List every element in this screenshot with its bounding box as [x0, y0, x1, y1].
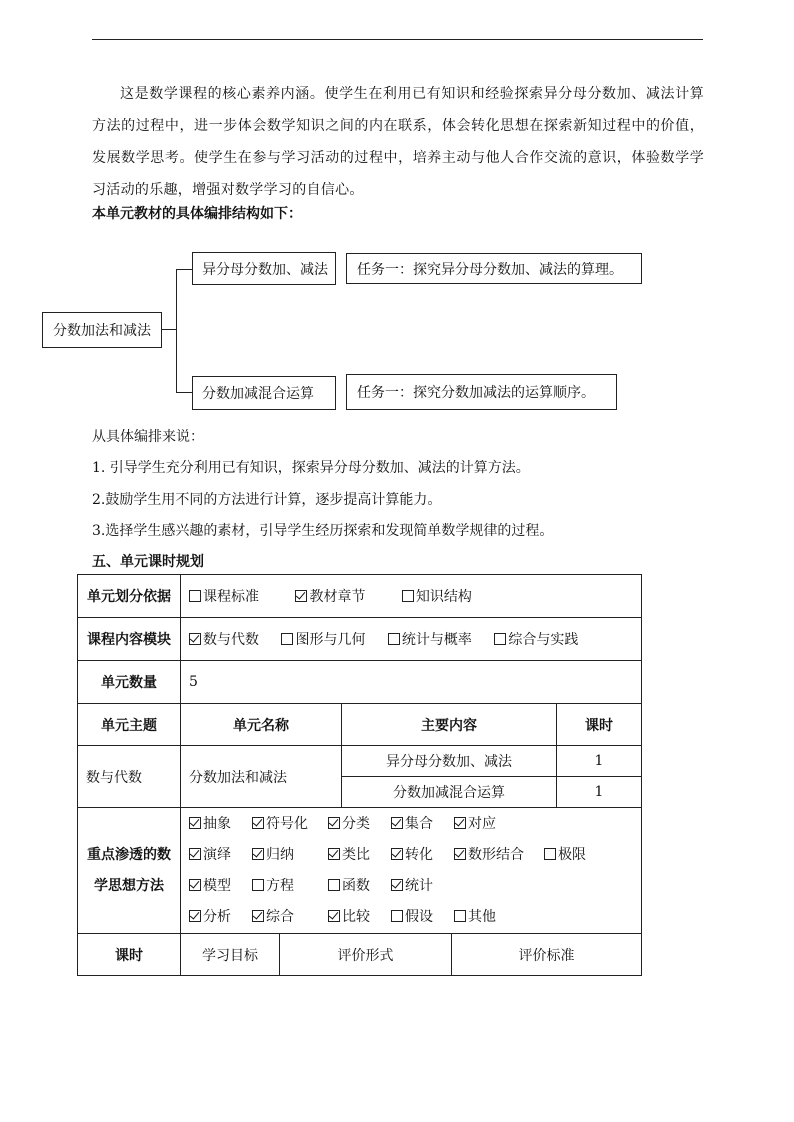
option-label: 综合	[266, 908, 294, 925]
option-label: 极限	[558, 846, 586, 863]
table-row	[78, 808, 642, 934]
hours-cell: 1	[557, 746, 642, 777]
option-label: 统计与概率	[401, 632, 472, 648]
checkbox-option[interactable]	[189, 840, 252, 871]
content-cell: 分数加减混合运算	[342, 777, 557, 808]
header-content: 主要内容	[342, 704, 557, 746]
checkbox-option[interactable]	[252, 871, 328, 902]
checkbox-checked-icon	[189, 879, 201, 891]
structure-heading: 本单元教材的具体编排结构如下：	[92, 206, 302, 222]
checkbox-icon	[402, 590, 414, 602]
option-label: 模型	[203, 877, 231, 894]
checkbox-option[interactable]	[189, 902, 252, 933]
module-options	[181, 618, 642, 661]
header-hours: 课时	[557, 704, 642, 746]
hours-cell: 1	[557, 777, 642, 808]
diagram-branch1-box: 异分母分数加、减法	[192, 252, 336, 285]
diagram-root-box: 分数加法和减法	[42, 312, 162, 348]
arrangement-intro: 从具体编排来说：	[92, 429, 204, 445]
option-label: 假设	[405, 908, 433, 925]
option-label: 归纳	[266, 846, 294, 863]
checkbox-option[interactable]	[328, 840, 391, 871]
option-label: 教材章节	[309, 589, 366, 605]
diagram-task2-box: 任务一：探究分数加减法的运算顺序。	[346, 374, 617, 410]
option-label: 转化	[405, 846, 433, 863]
intro-paragraph: 这是数学课程的核心素养内涵。使学生在利用已有知识和经验探索异分母分数加、减法计算方法的过程中，进一步体会数学知识之间的内在联系，体会转化思想在探索新知过程中的价值，发展数学思考。使学生在参与学习活动的过程中，培养主动与他人合作交流的意识，体验数学学习活动的乐趣，增强对数学学习的自信心。	[92, 86, 704, 198]
option-label: 图形与几何	[295, 632, 366, 648]
methods-label-line: 学思想方法	[94, 877, 164, 894]
option-label: 类比	[342, 846, 370, 863]
arrangement-item-2: 2.鼓励学生用不同的方法进行计算，逐步提高计算能力。	[92, 492, 442, 508]
option-label: 比较	[342, 908, 370, 925]
checkbox-checked-icon	[252, 910, 264, 922]
checkbox-option[interactable]	[328, 902, 391, 933]
table-row	[78, 661, 642, 704]
option-label: 抽象	[203, 815, 231, 832]
methods-row	[189, 840, 641, 871]
checkbox-checked-icon	[189, 817, 201, 829]
checkbox-option[interactable]	[328, 871, 391, 902]
arrangement-item-1: 1. 引导学生充分利用已有知识，探索异分母分数加、减法的计算方法。	[92, 460, 530, 476]
header-rule	[92, 39, 703, 40]
option-label: 对应	[468, 815, 496, 832]
methods-options	[181, 808, 642, 934]
table-row	[78, 575, 642, 618]
checkbox-option[interactable]	[388, 629, 472, 649]
checkbox-checked-icon	[328, 848, 340, 860]
count-value: 5	[181, 661, 642, 704]
checkbox-checked-icon	[189, 910, 201, 922]
checkbox-option[interactable]	[391, 902, 454, 933]
checkbox-option[interactable]	[189, 586, 259, 606]
diagram-bracket	[176, 269, 177, 392]
option-label: 统计	[405, 877, 433, 894]
checkbox-checked-icon	[391, 848, 403, 860]
checkbox-checked-icon	[189, 633, 201, 645]
checkbox-checked-icon	[391, 817, 403, 829]
methods-row	[189, 871, 641, 902]
arrangement-item-3: 3.选择学生感兴趣的素材，引导学生经历探索和发现简单数学规律的过程。	[92, 523, 554, 539]
theme-value: 数与代数	[78, 746, 181, 808]
bottom-form: 评价形式	[280, 934, 452, 976]
methods-row	[189, 809, 641, 840]
diagram-branch2-box: 分数加减混合运算	[192, 376, 336, 410]
table-header-row	[78, 704, 642, 746]
checkbox-option[interactable]	[391, 840, 454, 871]
unit-plan-table	[77, 574, 642, 976]
checkbox-option[interactable]	[189, 629, 259, 649]
checkbox-option[interactable]	[189, 809, 252, 840]
checkbox-icon	[388, 633, 400, 645]
methods-row	[189, 902, 641, 933]
module-label: 课程内容模块	[78, 618, 181, 661]
checkbox-icon	[454, 910, 466, 922]
diagram-connector	[176, 392, 192, 393]
bottom-standard: 评价标准	[452, 934, 642, 976]
checkbox-checked-icon	[252, 848, 264, 860]
option-label: 数与代数	[203, 632, 259, 648]
diagram-connector	[162, 329, 176, 330]
checkbox-checked-icon	[295, 590, 307, 602]
checkbox-checked-icon	[252, 817, 264, 829]
checkbox-option[interactable]	[252, 840, 328, 871]
option-label: 函数	[342, 877, 370, 894]
section-heading: 五、单元课时规划	[92, 554, 204, 570]
bottom-goal: 学习目标	[181, 934, 280, 976]
checkbox-option[interactable]	[544, 840, 586, 871]
basis-options	[181, 575, 642, 618]
checkbox-option[interactable]	[391, 871, 454, 902]
count-label: 单元数量	[78, 661, 181, 704]
basis-label: 单元划分依据	[78, 575, 181, 618]
option-label: 数形结合	[468, 846, 524, 863]
checkbox-checked-icon	[454, 848, 466, 860]
methods-label-line: 重点渗透的数	[87, 846, 171, 863]
checkbox-checked-icon	[328, 817, 340, 829]
checkbox-option[interactable]	[252, 902, 328, 933]
checkbox-option[interactable]	[189, 871, 252, 902]
option-label: 集合	[405, 815, 433, 832]
table-row	[78, 746, 642, 777]
checkbox-option[interactable]	[391, 809, 454, 840]
diagram-task1-box: 任务一：探究异分母分数加、减法的算理。	[346, 253, 642, 284]
checkbox-option[interactable]	[454, 840, 544, 871]
checkbox-checked-icon	[328, 910, 340, 922]
option-label: 符号化	[266, 815, 308, 832]
table-row	[78, 934, 642, 976]
diagram-connector	[176, 269, 192, 270]
unit-name-value: 分数加法和减法	[181, 746, 342, 808]
content-cell: 异分母分数加、减法	[342, 746, 557, 777]
checkbox-option[interactable]	[454, 902, 496, 933]
checkbox-option[interactable]	[402, 586, 472, 606]
bottom-label: 课时	[78, 934, 181, 976]
checkbox-option[interactable]	[494, 629, 578, 649]
checkbox-icon	[281, 633, 293, 645]
option-label: 方程	[266, 877, 294, 894]
checkbox-checked-icon	[454, 817, 466, 829]
header-theme: 单元主题	[78, 704, 181, 746]
table-row	[78, 618, 642, 661]
checkbox-icon	[189, 590, 201, 602]
header-name: 单元名称	[181, 704, 342, 746]
checkbox-icon	[391, 910, 403, 922]
methods-label	[78, 808, 181, 934]
checkbox-option[interactable]	[328, 809, 391, 840]
option-label: 分类	[342, 815, 370, 832]
checkbox-icon	[544, 848, 556, 860]
option-label: 演绎	[203, 846, 231, 863]
checkbox-icon	[328, 879, 340, 891]
option-label: 课程标准	[203, 589, 259, 605]
option-label: 其他	[468, 908, 496, 925]
checkbox-checked-icon	[391, 879, 403, 891]
checkbox-icon	[494, 633, 506, 645]
option-label: 知识结构	[415, 589, 472, 605]
option-label: 分析	[203, 908, 231, 925]
checkbox-option[interactable]	[295, 586, 365, 606]
checkbox-icon	[252, 879, 264, 891]
checkbox-option[interactable]	[252, 809, 328, 840]
checkbox-option[interactable]	[454, 809, 544, 840]
checkbox-checked-icon	[189, 848, 201, 860]
checkbox-option[interactable]	[281, 629, 365, 649]
option-label: 综合与实践	[508, 632, 579, 648]
